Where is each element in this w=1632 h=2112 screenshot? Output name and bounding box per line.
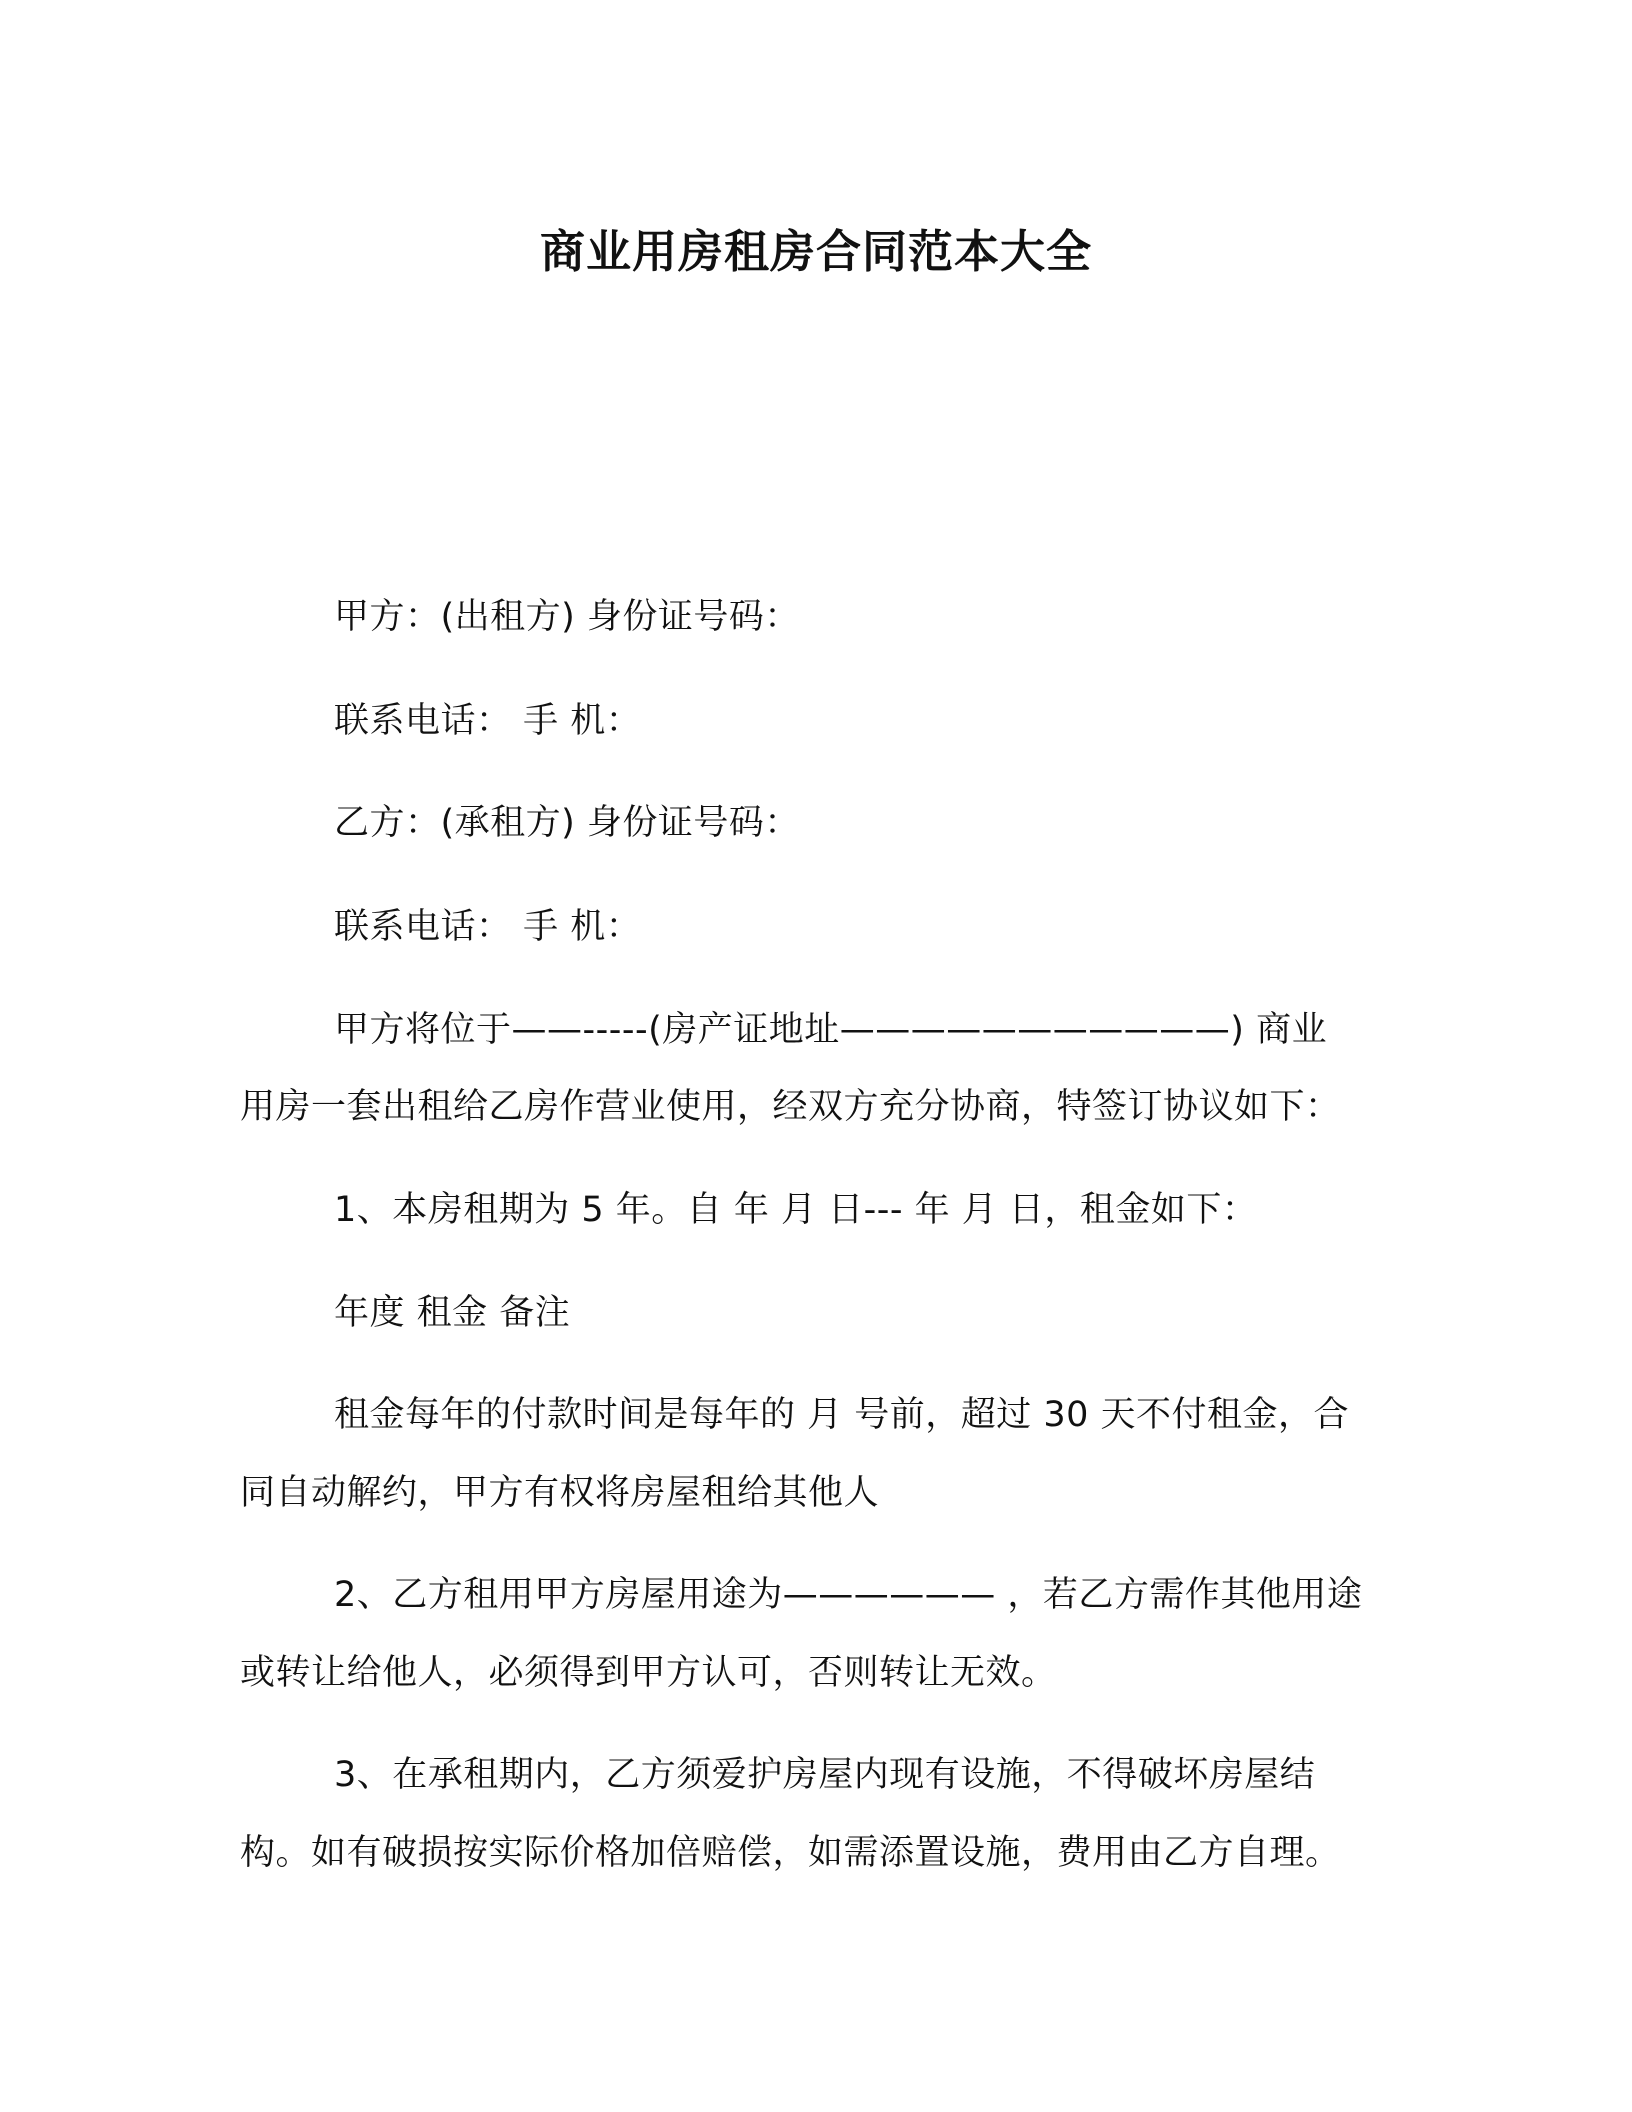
premises-paragraph-line-2: 用房一套出租给乙房作营业使用，经双方充分协商，特签订协议如下： [240,1087,1341,1127]
rent-table-header: 年度 租金 备注 [334,1293,571,1333]
payment-paragraph-line-2: 同自动解约，甲方有权将房屋租给其他人 [240,1473,880,1513]
clause-1-line: 1、本房租期为 5 年。自 年 月 日--- 年 月 日，租金如下： [334,1190,1258,1230]
party-b-phone-line: 联系电话： 手 机： [334,907,642,947]
clause-3-line-1: 3、在承租期内，乙方须爱护房屋内现有设施，不得破坏房屋结 [334,1755,1316,1795]
clause-2-line-2: 或转让给他人，必须得到甲方认可，否则转让无效。 [240,1653,1057,1693]
party-b-line: 乙方：(承租方) 身份证号码： [334,803,800,843]
party-a-phone-line: 联系电话： 手 机： [334,701,642,741]
document-title: 商业用房租房合同范本大全 [539,225,1092,278]
clause-2-line-1: 2、乙方租用甲方房屋用途为—————— ，若乙方需作其他用途 [334,1575,1363,1615]
premises-paragraph-line-1: 甲方将位于——-----(房产证地址———————————) 商业 [334,1010,1328,1050]
payment-paragraph-line-1: 租金每年的付款时间是每年的 月 号前，超过 30 天不付租金，合 [334,1395,1350,1435]
party-a-line: 甲方：(出租方) 身份证号码： [334,597,800,637]
clause-3-line-2: 构。如有破损按实际价格加倍赔偿，如需添置设施，费用由乙方自理。 [240,1833,1341,1873]
